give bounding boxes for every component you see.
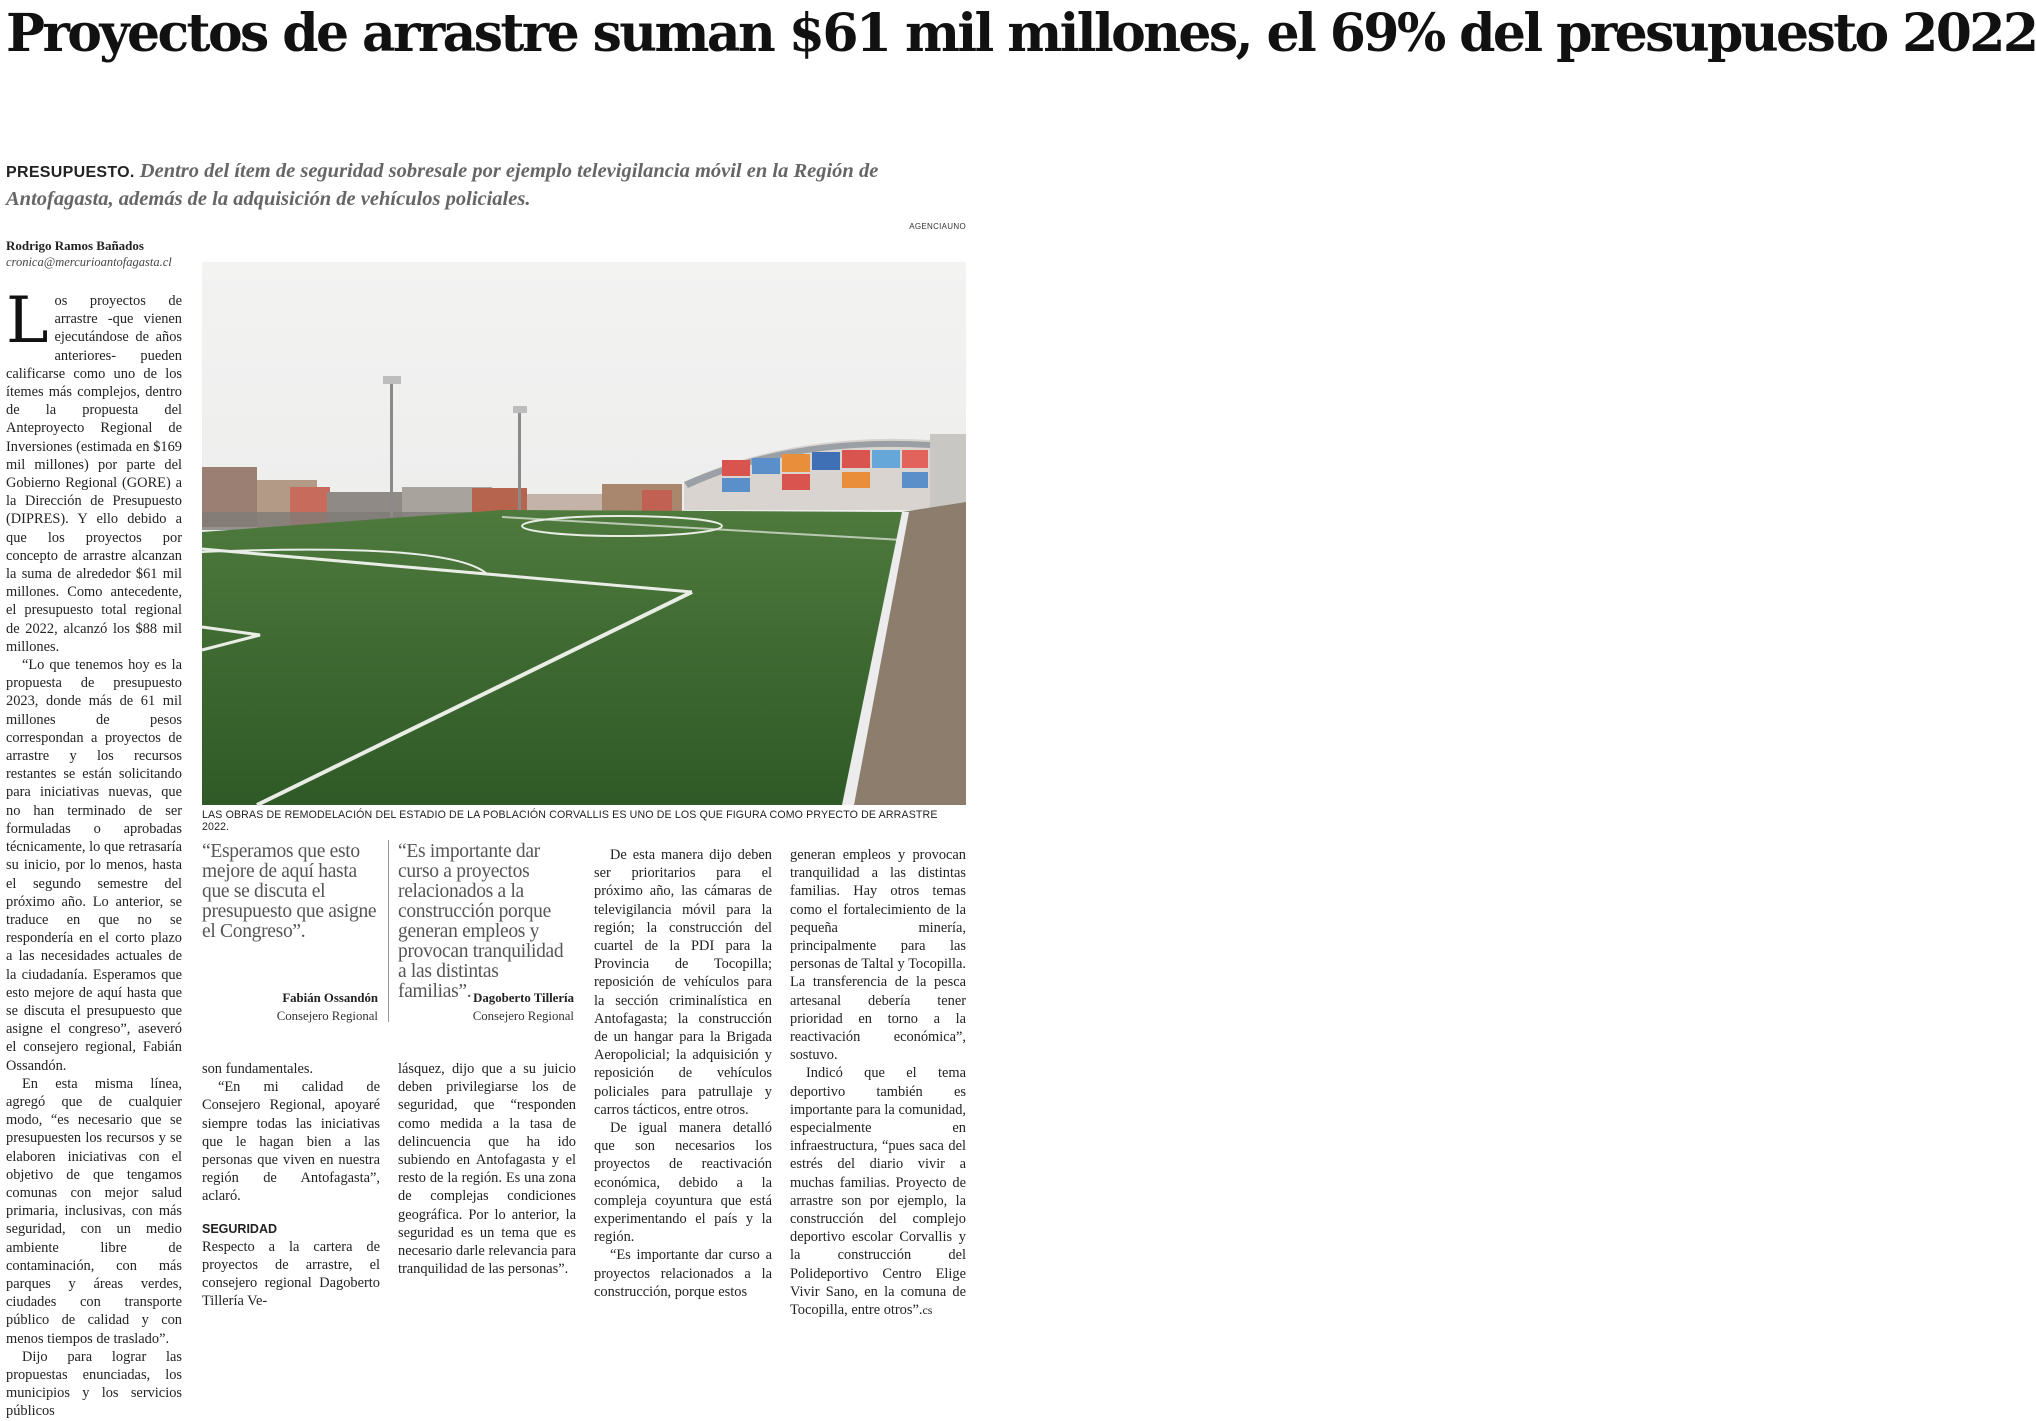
article-paragraph: “En mi calidad de Consejero Regional, apoyaré siempre todas las iniciativas que le hagan bien a las personas que viven en nuestra región de Antofagasta”, aclaró. — [202, 1079, 380, 1205]
author-email[interactable]: cronica@mercurioantofagasta.cl — [6, 255, 172, 269]
pull-quote-1-name: Fabián Ossandón — [282, 991, 378, 1005]
pull-quote-2: “Es importante dar curso a proyectos relacionados a la construcción porque generan empleos y provocan tranquilidad a las distintas familias”. — [398, 841, 564, 1002]
article-paragraph: De igual manera detalló que son necesarios los proyectos de reactivación económica, debido a la compleja coyuntura que está experimentando el país y la región. — [594, 1120, 772, 1246]
article-column-5 — [790, 846, 966, 1319]
headline: Proyectos de arrastre suman $61 mil millones, el 69% del presupuesto 2022 — [6, 3, 2036, 64]
quote-divider — [388, 840, 389, 1022]
photo-caption: LAS OBRAS DE REMODELACIÓN DEL ESTADIO DE LA POBLACIÓN CORVALLIS ES UNO DE LOS QUE FIGURA COMO PRYECTO DE ARRASTRE 2022. — [202, 809, 938, 833]
section-subhead: SEGURIDAD — [202, 1221, 278, 1236]
article-column-1 — [6, 284, 182, 1421]
article-paragraph: “Es importante dar curso a proyectos relacionados a la construcción, porque estos — [594, 1247, 772, 1300]
article-paragraph: En esta misma línea, agregó que de cualquier modo, “es necesario que se presupuesten los recursos y se elaboren iniciativas con el objetivo de que tengamos comunas con mejor salud primaria, inclusivas, con más seguridad, con un medio ambiente libre de contaminación, con más parques y áreas verdes, ciudades con transporte público de calidad y con menos tiempos de traslado”. — [6, 1075, 182, 1347]
lead-text: Dentro del ítem de seguridad sobresale por ejemplo televigilancia móvil en la Región de Antofagasta, además de la adquisición de vehículos policiales. — [6, 160, 879, 210]
lead-kicker: PRESUPUESTO. — [6, 164, 135, 181]
photo-credit: AGENCIAUNO — [909, 222, 966, 231]
article-paragraph: Indicó que el tema deportivo también es importante para la comunidad, especialmente en infraestructura, “pues saca del estrés del diario vivir a muchas familias. Proyecto de arrastre son por ejemplo, la construcción del complejo deportivo escolar Corvallis y la construcción del Polideportivo Centro Elige Vivir Sano, en la comuna de Tocopilla, entre otros”.cs — [790, 1065, 966, 1319]
end-mark: cs — [922, 1303, 933, 1318]
stadium-photo — [202, 262, 966, 805]
pull-quote-1-role: Consejero Regional — [276, 1009, 378, 1023]
article-column-3 — [398, 1060, 576, 1278]
article-paragraph: generan empleos y provocan tranquilidad a las distintas familias. Hay otros temas como el fortalecimiento de la pequeña minería, principalmente para las personas de Taltal y Tocopilla. La transferencia de la pesca artesanal debería tener prioridad en torno a la reactivación económica”, sostuvo. — [790, 847, 966, 1064]
article-paragraph: Respecto a la cartera de proyectos de arrastre, el consejero regional Dagoberto Tillería Ve- — [202, 1238, 380, 1310]
lead-paragraph — [6, 158, 966, 213]
drop-cap: L — [6, 284, 49, 358]
article-paragraph: lásquez, dijo que a su juicio deben privilegiarse los de seguridad, que “responden como medida a la tasa de delincuencia que ha ido subiendo en Antofagasta y el resto de la región. Es una zona de complejas condiciones geográfica. Por lo anterior, la seguridad es un tema que es necesario darle relevancia para tranquilidad de las personas”. — [398, 1061, 576, 1278]
article-paragraph: son fundamentales. — [202, 1061, 314, 1077]
article-paragraph: De esta manera dijo deben ser prioritarios para el próximo año, las cámaras de televigilancia móvil para la región; la construcción del cuartel de la PDI para la Provincia de Tocopilla; reposición de vehículos para la sección criminalística en Antofagasta; la construcción de un hangar para la Brigada Aeropolicial; la adquisición y reposición de vehículos policiales para patrullaje y carros tácticos, entre otros. — [594, 847, 772, 1118]
article-column-2 — [202, 1060, 380, 1311]
article-column-4 — [594, 846, 772, 1301]
pull-quote-2-role: Consejero Regional — [472, 1009, 574, 1023]
pull-quote-2-name: Dagoberto Tillería — [473, 991, 574, 1005]
pull-quote-1: “Esperamos que esto mejore de aquí hasta que se discuta el presupuesto que asigne el Congreso”. — [202, 841, 377, 942]
article-paragraph: Los proyectos de arrastre -que vienen ejecutándose de años anteriores- pueden calificarse como uno de los ítemes más complejos, dentro de la propuesta del Anteproyecto Regional de Inversiones (estimada en $169 mil millones) por parte del Gobierno Regional (GORE) a la Dirección de Presupuesto (DIPRES). Y ello debido a que los proyectos por concepto de arrastre alcanzan la suma de alrededor $61 mil millones. Como antecedente, el presupuesto total regional de 2022, alcanzó los $88 mil millones. — [6, 284, 182, 655]
article-paragraph: Dijo para lograr las propuestas enunciadas, los municipios y los servicios públicos — [6, 1348, 182, 1420]
author-name: Rodrigo Ramos Bañados — [6, 238, 144, 253]
article-paragraph: “Lo que tenemos hoy es la propuesta de presupuesto 2023, donde más de 61 mil millones de pesos correspondan a proyectos de arrastre y los recursos restantes se están solicitando para iniciativas nuevas, que no han terminado de ser formuladas o aprobadas técnicamente, lo que retrasaría su inicio, por lo menos, hasta el segundo semestre del próximo año. Lo anterior, se traduce en que no se respondería en el corto plazo a las necesidades actuales de la ciudadanía. Esperamos que esto mejore de aquí hasta que se discuta el presupuesto que asigne el congreso”, aseveró el consejero regional, Fabián Ossandón. — [6, 657, 182, 1074]
